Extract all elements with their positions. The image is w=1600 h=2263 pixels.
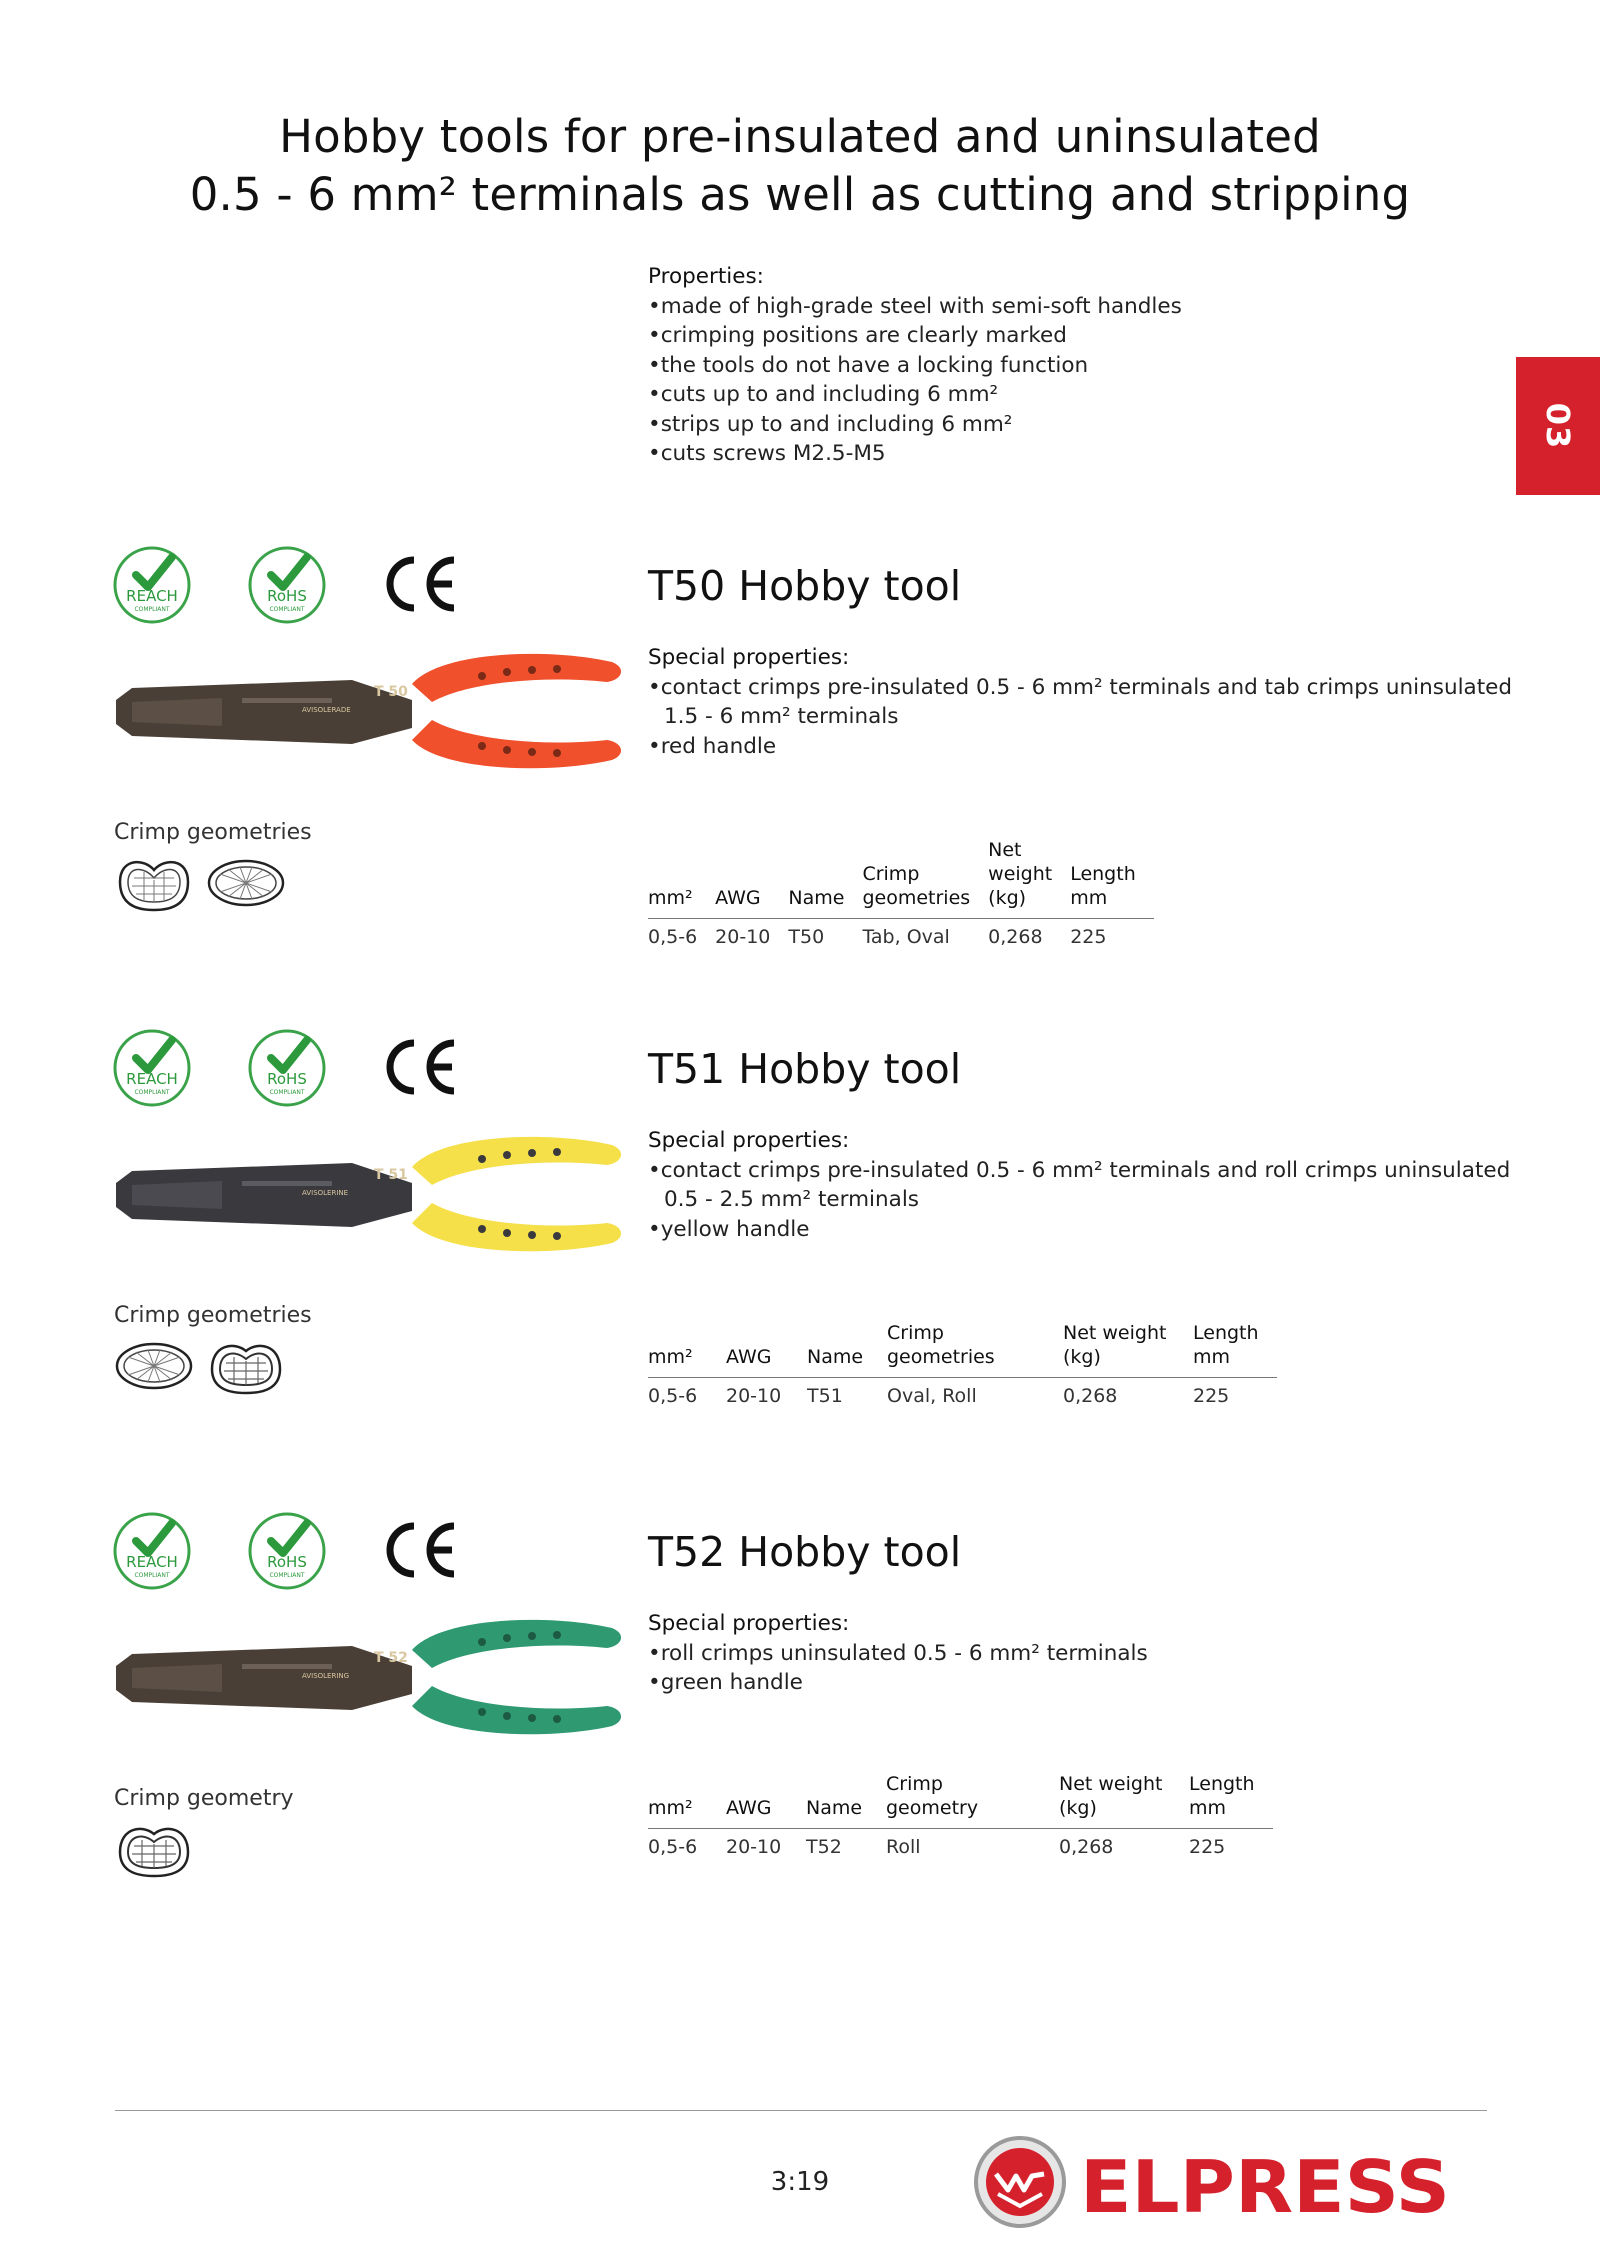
special-properties bbox=[648, 643, 1513, 761]
product-title: T52 Hobby tool bbox=[648, 1528, 962, 1576]
column-header: AWG bbox=[726, 1321, 807, 1378]
column-header: mm² bbox=[648, 1321, 726, 1378]
column-header: Length mm bbox=[1070, 838, 1154, 919]
reach-compliant-icon bbox=[112, 1511, 192, 1591]
compliant-label: COMPLIANT bbox=[269, 1089, 305, 1096]
column-header: Name bbox=[806, 1772, 886, 1829]
properties-item: • crimping positions are clearly marked bbox=[648, 321, 1182, 351]
compliant-label: COMPLIANT bbox=[134, 606, 170, 613]
rohs-compliant-icon bbox=[247, 1511, 327, 1591]
page-title bbox=[0, 108, 1600, 224]
properties-item: • cuts screws M2.5-M5 bbox=[648, 439, 1182, 469]
column-header: Net weight (kg) bbox=[1063, 1321, 1193, 1378]
general-properties bbox=[648, 262, 1182, 469]
spec-table-header bbox=[648, 1321, 1277, 1378]
table-row bbox=[648, 1829, 1273, 1860]
table-cell: 20-10 bbox=[726, 1836, 782, 1858]
special-properties-heading: Special properties: bbox=[648, 1611, 850, 1636]
special-properties-item: • yellow handle bbox=[648, 1215, 1508, 1245]
table-cell: T51 bbox=[807, 1385, 843, 1407]
table-cell: Roll bbox=[886, 1836, 921, 1858]
special-properties-heading: Special properties: bbox=[648, 645, 850, 670]
column-header: Crimp geometries bbox=[862, 838, 988, 919]
page-title-line-1: Hobby tools for pre-insulated and uninsulated bbox=[279, 110, 1321, 163]
tool-model-label: T 52 bbox=[374, 1650, 408, 1666]
tool-model-label: T 51 bbox=[374, 1167, 408, 1183]
table-cell: 0,5-6 bbox=[648, 1385, 698, 1407]
crimping-tool-image bbox=[112, 1606, 632, 1746]
rohs-label: RoHS bbox=[267, 1070, 307, 1088]
column-header: Name bbox=[807, 1321, 887, 1378]
ce-mark-icon bbox=[380, 552, 460, 616]
spec-table bbox=[648, 1772, 1273, 1859]
roll-crimp-icon bbox=[206, 1335, 286, 1397]
oval-crimp-icon bbox=[206, 852, 286, 914]
table-cell: 20-10 bbox=[715, 926, 771, 948]
reach-label: REACH bbox=[126, 1553, 178, 1571]
spec-table-header bbox=[648, 838, 1154, 919]
properties-item: • the tools do not have a locking function bbox=[648, 351, 1182, 381]
product-title: T50 Hobby tool bbox=[648, 562, 962, 610]
properties-item: • strips up to and including 6 mm² bbox=[648, 410, 1182, 440]
table-cell: 0,268 bbox=[1059, 1836, 1114, 1858]
properties-item: • cuts up to and including 6 mm² bbox=[648, 380, 1182, 410]
spec-table bbox=[648, 1321, 1277, 1408]
column-header: mm² bbox=[648, 1772, 726, 1829]
column-header: AWG bbox=[715, 838, 788, 919]
page-number: 3:19 bbox=[770, 2167, 830, 2197]
tool-sublabel: AVISOLERADE bbox=[302, 706, 351, 714]
rohs-compliant-icon bbox=[247, 545, 327, 625]
table-cell: 0,5-6 bbox=[648, 926, 698, 948]
chapter-tab-label: 03 bbox=[1539, 402, 1577, 450]
column-header: AWG bbox=[726, 1772, 806, 1829]
column-header: Length mm bbox=[1193, 1321, 1277, 1378]
special-properties bbox=[648, 1126, 1511, 1244]
column-header: Crimp geometry bbox=[886, 1772, 1059, 1829]
tool-sublabel: AVISOLERING bbox=[302, 1672, 350, 1680]
product-title: T51 Hobby tool bbox=[648, 1045, 962, 1093]
table-row bbox=[648, 1378, 1277, 1409]
rohs-label: RoHS bbox=[267, 587, 307, 605]
special-properties-item: • roll crimps uninsulated 0.5 - 6 mm² terminals bbox=[648, 1639, 1508, 1669]
table-row bbox=[648, 919, 1154, 950]
table-cell: 20-10 bbox=[726, 1385, 782, 1407]
rohs-compliant-icon bbox=[247, 1028, 327, 1108]
spec-table bbox=[648, 838, 1154, 949]
column-header: Net weight (kg) bbox=[988, 838, 1070, 919]
oval-crimp-icon bbox=[114, 1335, 194, 1397]
column-header: Net weight (kg) bbox=[1059, 1772, 1189, 1829]
table-cell: 225 bbox=[1193, 1385, 1230, 1407]
table-cell: 0,5-6 bbox=[648, 1836, 698, 1858]
table-cell: 225 bbox=[1189, 1836, 1226, 1858]
table-cell: Oval, Roll bbox=[887, 1385, 977, 1407]
column-header: Name bbox=[788, 838, 862, 919]
column-header: Crimp geometries bbox=[887, 1321, 1063, 1378]
reach-label: REACH bbox=[126, 587, 178, 605]
crimping-tool-image bbox=[112, 640, 632, 780]
column-header: Length mm bbox=[1189, 1772, 1273, 1829]
special-properties bbox=[648, 1609, 1508, 1698]
crimp-geometry-label: Crimp geometry bbox=[114, 1786, 294, 1811]
compliant-label: COMPLIANT bbox=[269, 606, 305, 613]
properties-heading: Properties: bbox=[648, 264, 764, 289]
special-properties-item: • red handle bbox=[648, 732, 1508, 762]
special-properties-item: • contact crimps pre-insulated 0.5 - 6 mm² terminals and roll crimps uninsulated 0.5 - 2.5 mm² terminals bbox=[648, 1156, 1514, 1215]
elpress-logo bbox=[968, 2130, 1480, 2230]
compliant-label: COMPLIANT bbox=[134, 1572, 170, 1579]
table-cell: Tab, Oval bbox=[862, 926, 950, 948]
roll-crimp-icon bbox=[114, 1818, 194, 1880]
reach-compliant-icon bbox=[112, 1028, 192, 1108]
reach-compliant-icon bbox=[112, 545, 192, 625]
table-cell: 0,268 bbox=[1063, 1385, 1118, 1407]
special-properties-heading: Special properties: bbox=[648, 1128, 850, 1153]
tab-crimp-icon bbox=[114, 852, 194, 914]
crimp-geometries-label: Crimp geometries bbox=[114, 1303, 312, 1328]
crimp-geometries-label: Crimp geometries bbox=[114, 820, 312, 845]
chapter-tab bbox=[1516, 357, 1600, 495]
table-cell: 225 bbox=[1070, 926, 1107, 948]
table-cell: T52 bbox=[806, 1836, 842, 1858]
tool-model-label: T 50 bbox=[374, 684, 408, 700]
compliant-label: COMPLIANT bbox=[134, 1089, 170, 1096]
footer-divider bbox=[115, 2110, 1487, 2111]
column-header: mm² bbox=[648, 838, 715, 919]
table-cell: 0,268 bbox=[988, 926, 1043, 948]
rohs-label: RoHS bbox=[267, 1553, 307, 1571]
table-cell: T50 bbox=[788, 926, 825, 948]
tool-sublabel: AVISOLERINE bbox=[302, 1189, 349, 1197]
brand-wordmark: ELPRESS bbox=[1080, 2145, 1450, 2229]
crimping-tool-image bbox=[112, 1123, 632, 1263]
properties-item: • made of high-grade steel with semi-soft handles bbox=[648, 292, 1182, 322]
compliant-label: COMPLIANT bbox=[269, 1572, 305, 1579]
special-properties-item: • green handle bbox=[648, 1668, 1508, 1698]
spec-table-header bbox=[648, 1772, 1273, 1829]
special-properties-item: • contact crimps pre-insulated 0.5 - 6 mm² terminals and tab crimps uninsulated 1.5 - 6 mm² terminals bbox=[648, 673, 1514, 732]
reach-label: REACH bbox=[126, 1070, 178, 1088]
ce-mark-icon bbox=[380, 1035, 460, 1099]
ce-mark-icon bbox=[380, 1518, 460, 1582]
page-title-line-2: 0.5 - 6 mm² terminals as well as cutting and stripping bbox=[189, 168, 1411, 221]
